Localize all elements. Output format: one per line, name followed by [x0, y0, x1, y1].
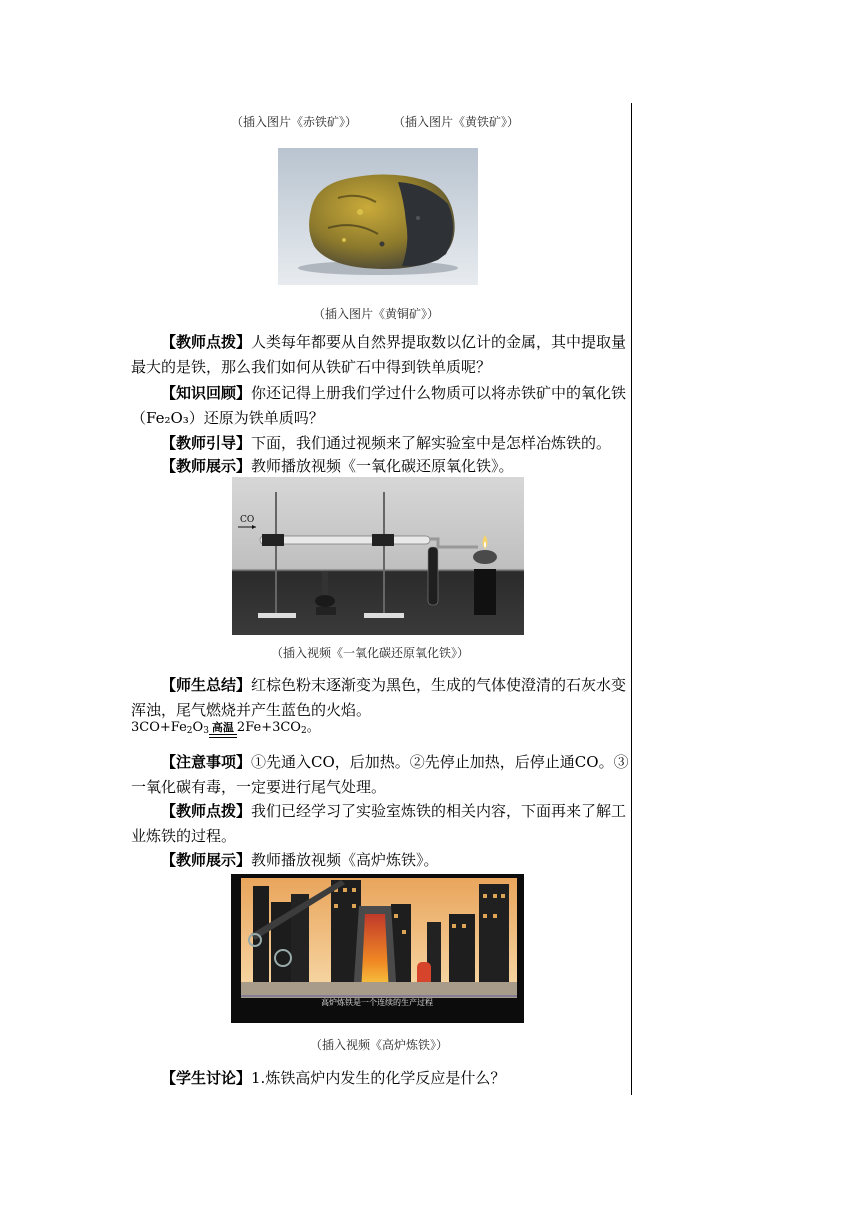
paragraph-notice — [131, 750, 629, 800]
reaction-condition — [209, 722, 237, 744]
label-notice: 【注意事项】 — [161, 753, 252, 771]
chalcopyrite-image — [278, 148, 478, 285]
caption-hematite: （插入图片《赤铁矿》） — [231, 115, 358, 129]
caption-furnace-video: （插入视频《高炉炼铁》） — [310, 1038, 449, 1052]
paragraph-text: 你还记得上册我们学过什么物质可以将赤铁矿中的氧化铁（Fe₂O₃）还原为铁单质吗？ — [131, 384, 627, 427]
eq-part: 3CO+Fe — [131, 720, 187, 735]
paragraph-teacher-hint-2 — [131, 799, 629, 849]
eq-sub: 2 — [300, 726, 307, 736]
eq-sub: 3 — [203, 726, 209, 736]
video-subtitle: 高炉炼铁是一个连续的生产过程 — [321, 998, 433, 1007]
paragraph-text: 教师播放视频《一氧化碳还原氧化铁》。 — [251, 457, 514, 475]
eq-part: 2Fe+3CO — [236, 720, 301, 735]
eq-sub: 2 — [186, 726, 193, 736]
co-label: CO — [240, 515, 255, 525]
blast-furnace-video[interactable] — [231, 874, 524, 1023]
label-summary: 【师生总结】 — [161, 676, 252, 694]
chemical-equation — [131, 715, 629, 744]
equals-bar — [209, 734, 237, 738]
table-border-line — [631, 103, 632, 1095]
label-show: 【教师展示】 — [161, 457, 252, 475]
caption-pyrite: （插入图片《黄铁矿》） — [393, 115, 520, 129]
paragraph-text: 我们已经学习了实验室炼铁的相关内容，下面再来了解工业炼铁的过程。 — [131, 802, 627, 845]
paragraph-text: 教师播放视频《高炉炼铁》。 — [251, 851, 439, 869]
paragraph-text: 下面，我们通过视频来了解实验室中是怎样冶炼铁的。 — [251, 434, 612, 452]
label-guide: 【教师引导】 — [161, 434, 252, 452]
label-discussion: 【学生讨论】 — [161, 1069, 252, 1087]
caption-chalcopyrite: （插入图片《黄铜矿》） — [313, 307, 440, 321]
paragraph-discussion — [131, 1066, 629, 1091]
condition-text: 高温 — [211, 721, 234, 734]
eq-part: 。 — [306, 720, 320, 735]
paragraph-text: 1.炼铁高炉内发生的化学反应是什么？ — [251, 1069, 506, 1087]
label-teacher-hint: 【教师点拨】 — [161, 333, 252, 351]
paragraph-text: 人类每年都要从自然界提取数以亿计的金属，其中提取量最大的是铁，那么我们如何从铁矿石中得到铁单质呢？ — [131, 333, 627, 376]
paragraph-show-co — [131, 454, 629, 479]
paragraph-text: ①先通入CO，后加热。②先停止加热，后停止通CO。③一氧化碳有毒，一定要进行尾气处理。 — [131, 753, 629, 796]
paragraph-review — [131, 381, 629, 431]
paragraph-teacher-hint — [131, 330, 629, 380]
paragraph-guide — [131, 431, 629, 456]
paragraph-text: 红棕色粉末逐渐变为黑色，生成的气体使澄清的石灰水变浑浊，尾气燃烧并产生蓝色的火焰。 — [131, 676, 627, 719]
co-reduction-video[interactable] — [232, 477, 524, 635]
caption-co-video: （插入视频《一氧化碳还原氧化铁》） — [271, 646, 470, 660]
label-review: 【知识回顾】 — [161, 384, 252, 402]
label-show: 【教师展示】 — [161, 851, 252, 869]
paragraph-show-furnace — [131, 848, 629, 873]
eq-part: O — [192, 720, 204, 735]
label-teacher-hint: 【教师点拨】 — [161, 802, 252, 820]
